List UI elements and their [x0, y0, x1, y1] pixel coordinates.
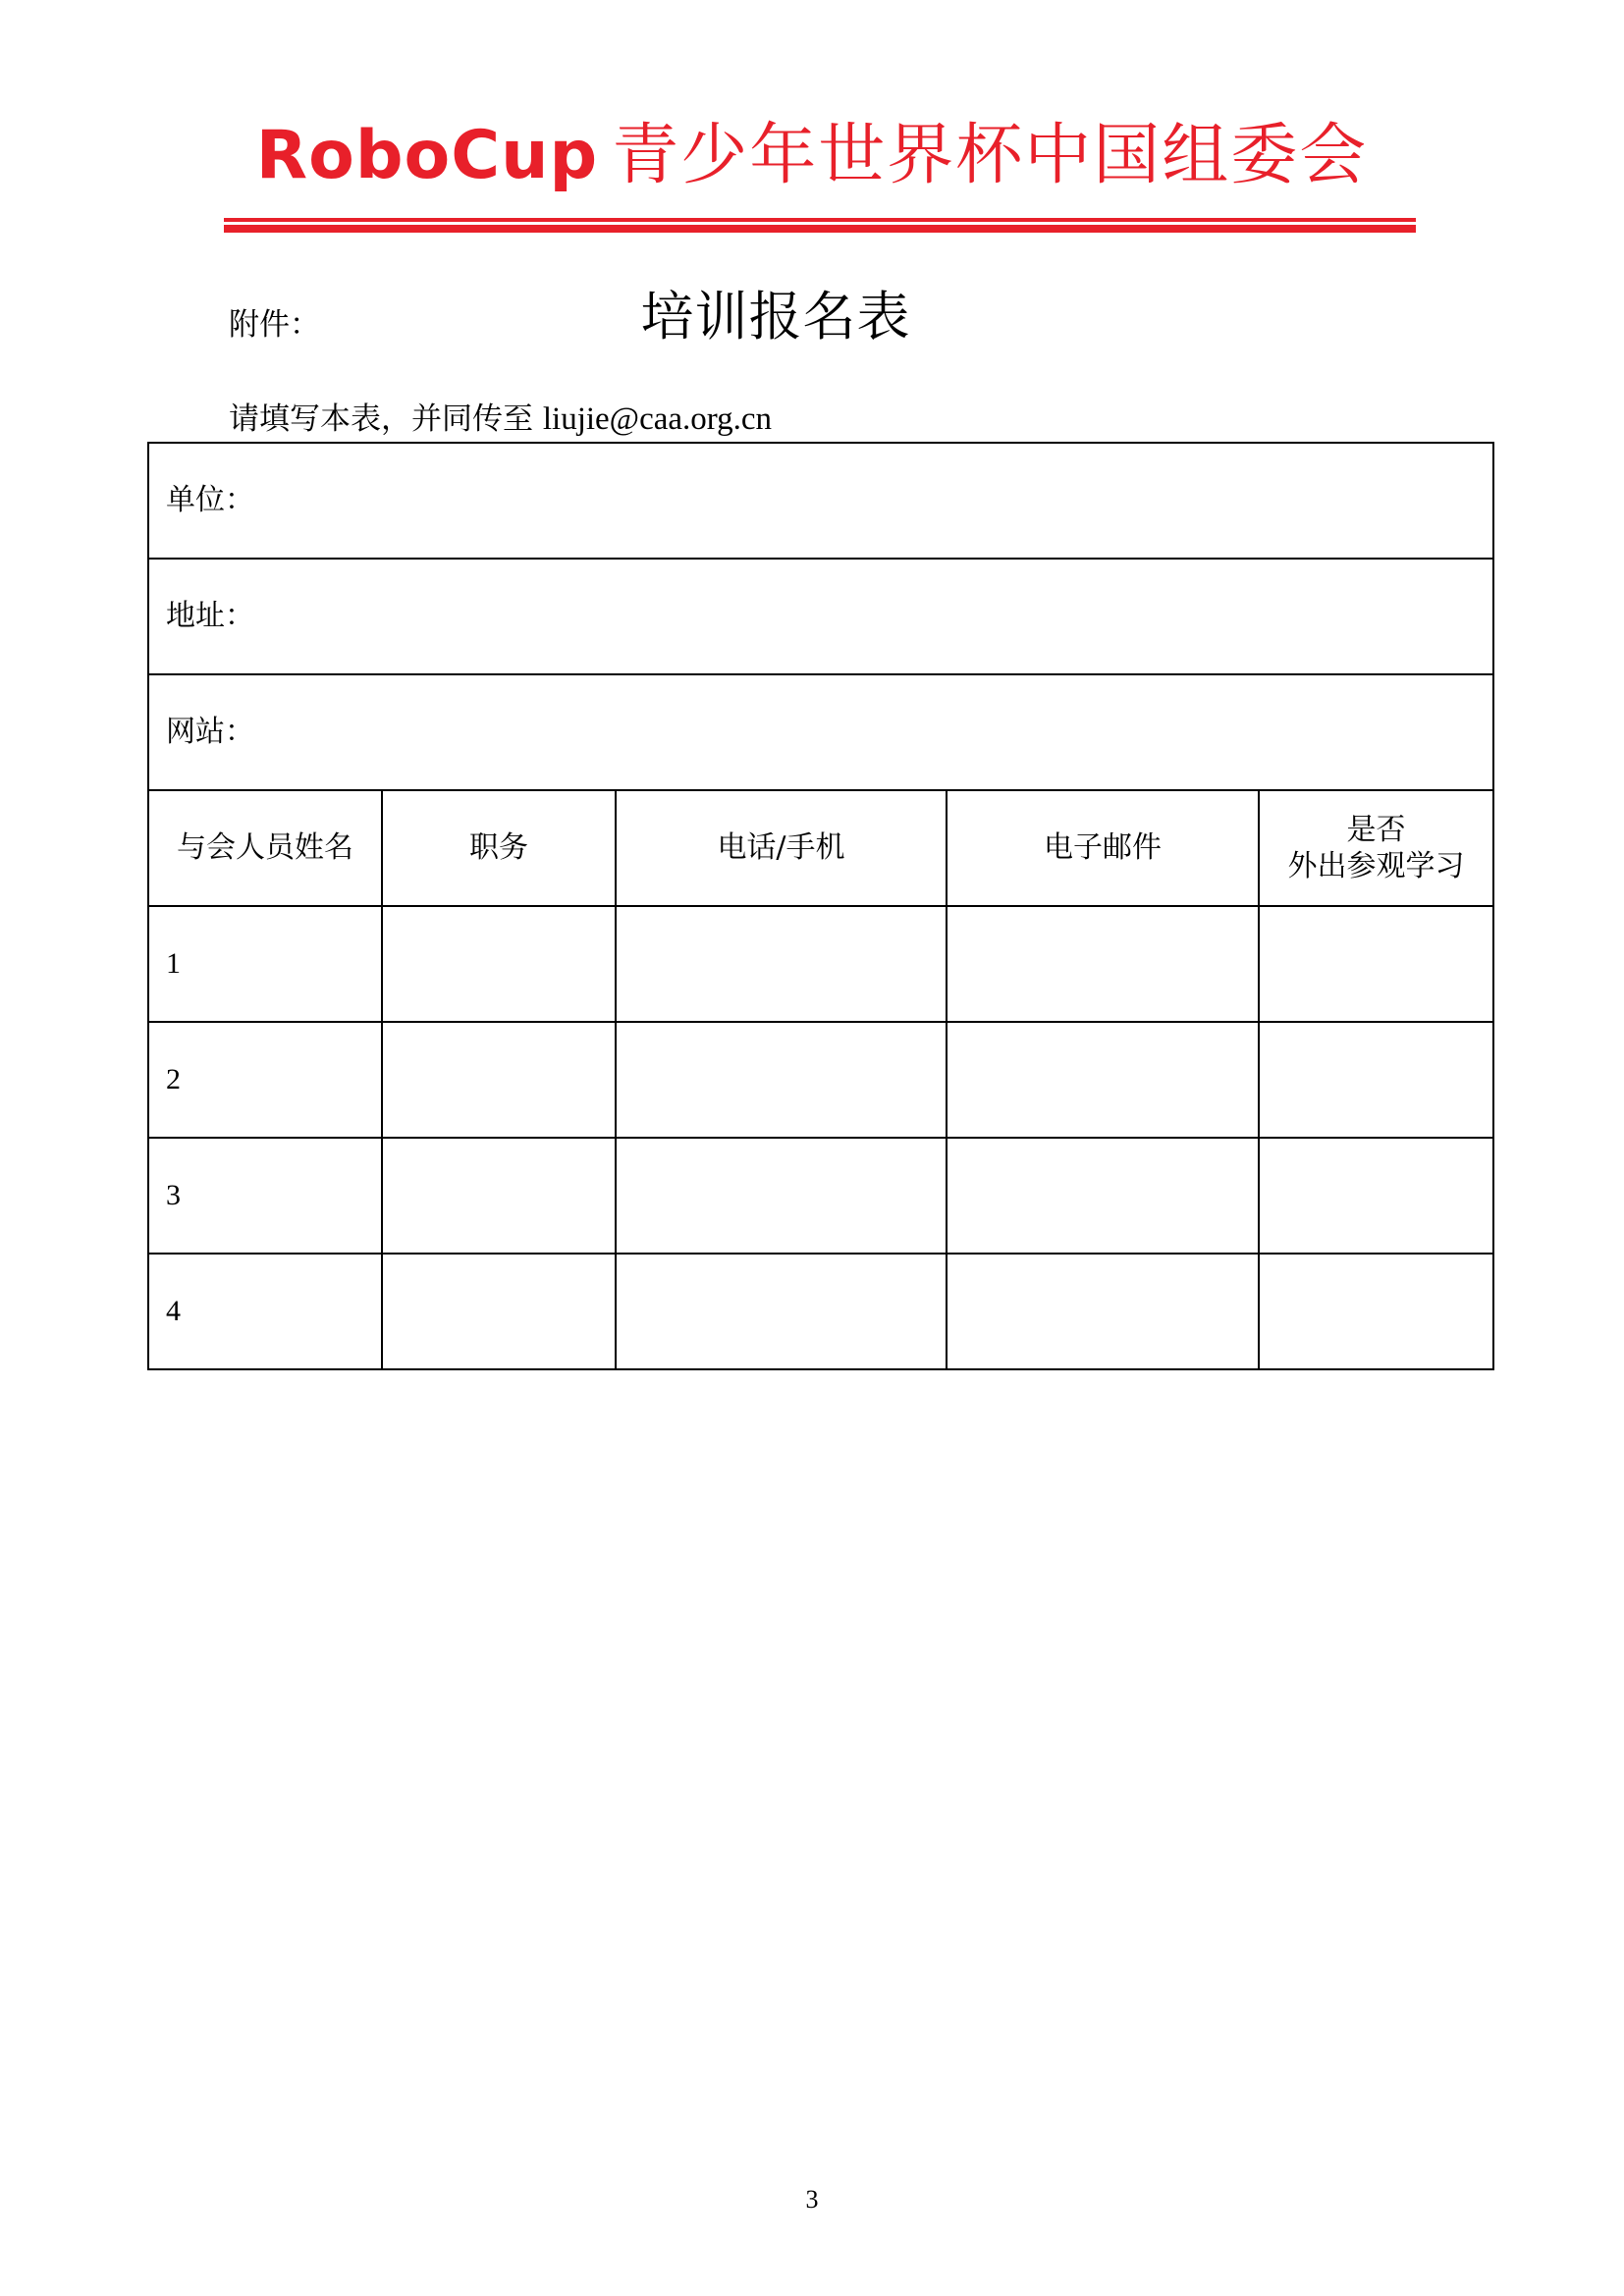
instruction-line	[229, 403, 772, 436]
letterhead-rule-thin	[224, 218, 1416, 222]
header-field-trip-line1: 是否	[1346, 812, 1406, 847]
header-position: 职务	[382, 790, 616, 906]
header-field-trip	[1259, 790, 1493, 906]
cell-phone[interactable]	[616, 1254, 947, 1369]
field-label: 网站：	[166, 715, 254, 750]
cell-position[interactable]	[382, 1022, 616, 1138]
cell-phone[interactable]	[616, 1138, 947, 1254]
cell-position[interactable]	[382, 906, 616, 1022]
field-label: 单位：	[166, 483, 254, 518]
field-website[interactable]	[148, 674, 1493, 790]
cell-phone[interactable]	[616, 1022, 947, 1138]
cell-email[interactable]	[947, 1022, 1259, 1138]
registration-form-table	[147, 442, 1494, 1370]
field-row-website	[148, 674, 1493, 790]
letterhead	[0, 117, 1624, 194]
row-number: 2	[148, 1022, 382, 1138]
letterhead-rule-thick	[224, 225, 1416, 233]
field-row-address	[148, 559, 1493, 674]
row-number: 3	[148, 1138, 382, 1254]
table-row	[148, 1022, 1493, 1138]
attachment-label: 附件：	[229, 307, 320, 343]
header-attendee-name: 与会人员姓名	[148, 790, 382, 906]
table-row	[148, 1254, 1493, 1369]
table-row	[148, 1138, 1493, 1254]
cell-position[interactable]	[382, 1254, 616, 1369]
header-phone: 电话/手机	[616, 790, 947, 906]
cell-field-trip[interactable]	[1259, 906, 1493, 1022]
instruction-text: 请填写本表，并同传至	[229, 401, 533, 437]
instruction-email: liujie@caa.org.cn	[542, 401, 773, 437]
field-address[interactable]	[148, 559, 1493, 674]
cell-field-trip[interactable]	[1259, 1254, 1493, 1369]
cell-email[interactable]	[947, 1254, 1259, 1369]
row-number: 1	[148, 906, 382, 1022]
cell-phone[interactable]	[616, 906, 947, 1022]
page-number: 3	[805, 2185, 819, 2214]
letterhead-organization: 青少年世界杯中国组委会	[612, 117, 1369, 194]
cell-email[interactable]	[947, 1138, 1259, 1254]
cell-position[interactable]	[382, 1138, 616, 1254]
form-title: 培训报名表	[640, 286, 911, 347]
field-label: 地址：	[166, 599, 254, 634]
header-email: 电子邮件	[947, 790, 1259, 906]
table-header-row	[148, 790, 1493, 906]
row-number: 4	[148, 1254, 382, 1369]
cell-email[interactable]	[947, 906, 1259, 1022]
cell-field-trip[interactable]	[1259, 1138, 1493, 1254]
cell-field-trip[interactable]	[1259, 1022, 1493, 1138]
field-organization[interactable]	[148, 443, 1493, 559]
table-row	[148, 906, 1493, 1022]
letterhead-brand: RoboCup	[255, 117, 599, 194]
header-field-trip-line2: 外出参观学习	[1287, 849, 1465, 883]
field-row-organization	[148, 443, 1493, 559]
